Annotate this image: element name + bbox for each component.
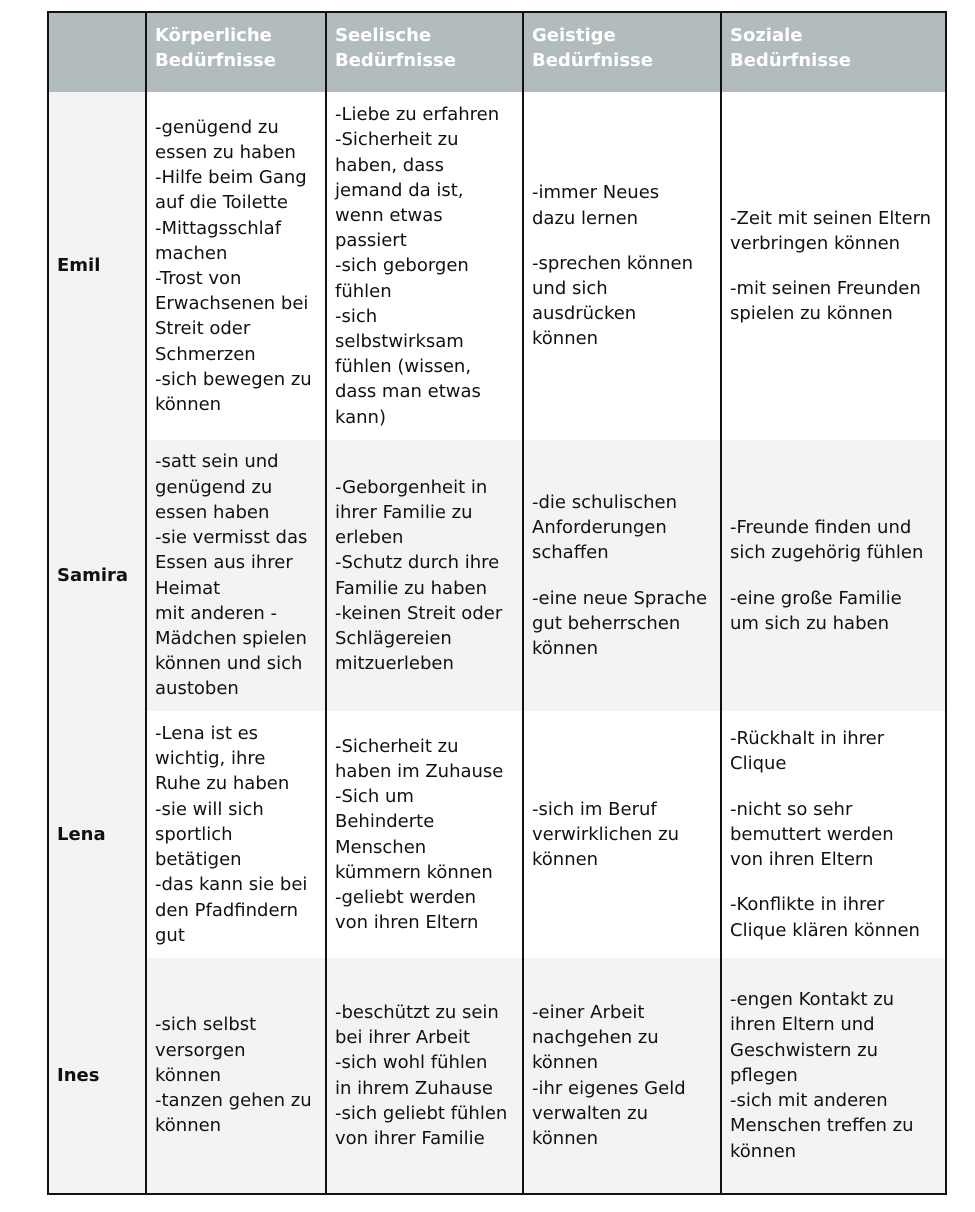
cell-text-line: -geliebt werden: [335, 886, 477, 908]
cell-text-line: -tanzen gehen zu: [155, 1090, 312, 1112]
header-seelische: [326, 12, 523, 92]
cell-text-line: -ihr eigenes Geld: [532, 1077, 686, 1099]
cell-text-line: wenn etwas: [335, 204, 443, 226]
cell-text-line: -sich im Beruf: [532, 798, 657, 820]
cell-text-line: sich zugehörig fühlen: [730, 542, 924, 564]
cell-text-line: -mit seinen Freunden: [730, 278, 921, 299]
cell-text-line: -Geborgenheit in: [335, 476, 488, 498]
cell-text-line: Behinderte: [335, 811, 435, 833]
cell-text-line: Erwachsenen bei: [155, 293, 309, 315]
cell-text-line: können und sich: [155, 653, 303, 675]
person-name: Ines: [48, 958, 146, 1194]
cell-text-line: Bedürfnisse: [335, 50, 456, 71]
cell-text-line: mit anderen -: [155, 602, 277, 624]
geistige-cell: [523, 958, 721, 1194]
cell-text-line: essen haben: [155, 501, 270, 523]
soziale-cell: [721, 958, 946, 1194]
cell-text-line: -einer Arbeit: [532, 1001, 645, 1023]
cell-text-line: Bedürfnisse: [155, 50, 276, 71]
cell-text-line: können: [730, 1140, 797, 1162]
cell-text-line: Essen aus ihrer: [155, 552, 293, 574]
header-geistige: [523, 12, 721, 92]
cell-text-line: -sie will sich: [155, 798, 264, 820]
cell-text-line: können: [532, 1052, 599, 1074]
cell-text-line: genügend zu: [155, 476, 273, 498]
cell-text-line: -Konflikte in ihrer: [730, 894, 885, 916]
cell-text-line: -genügend zu: [155, 116, 279, 138]
cell-text-line: haben, dass: [335, 154, 445, 176]
person-name: Lena: [48, 711, 146, 958]
cell-text-line: Bedürfnisse: [730, 50, 851, 71]
table-row: [48, 958, 946, 1194]
cell-text-line: -Rückhalt in ihrer: [730, 728, 885, 750]
cell-text-line: können: [532, 849, 599, 871]
cell-text-line: gut: [155, 924, 185, 946]
seelische-cell: [326, 440, 523, 711]
cell-text-line: dass man etwas: [335, 381, 481, 403]
cell-text-line: können: [532, 1127, 599, 1149]
cell-text-line: -sprechen können: [532, 252, 693, 274]
cell-text-line: Geistige: [532, 25, 616, 46]
geistige-cell: [523, 711, 721, 958]
koerperliche-cell: [146, 711, 326, 958]
cell-text-line: können: [155, 1115, 222, 1137]
cell-text-line: von ihren Eltern: [730, 849, 874, 871]
seelische-cell: [326, 958, 523, 1194]
cell-text-line: pflegen: [730, 1064, 798, 1086]
table-row: [48, 440, 946, 711]
cell-text-line: versorgen: [155, 1039, 246, 1061]
cell-text-line: -Liebe zu erfahren: [335, 104, 500, 126]
cell-text-line: Körperliche: [155, 25, 272, 46]
cell-text-line: betätigen: [155, 849, 242, 871]
cell-text-line: Anforderungen: [532, 517, 667, 539]
cell-text-line: -Trost von: [155, 268, 242, 289]
cell-text-line: Streit oder: [155, 318, 251, 340]
soziale-cell: [721, 440, 946, 711]
cell-text-line: Menschen: [335, 836, 427, 858]
cell-text-line: nachgehen zu: [532, 1027, 659, 1049]
table-row: [48, 92, 946, 440]
cell-text-line: um sich zu haben: [730, 612, 889, 634]
cell-text-line: Schmerzen: [155, 343, 256, 365]
person-name: Samira: [48, 440, 146, 711]
cell-text-line: -engen Kontakt zu: [730, 989, 895, 1011]
cell-text-line: -sich selbst: [155, 1014, 257, 1036]
cell-text-line: -sich bewegen zu: [155, 368, 312, 390]
cell-text-line: -sich mit anderen: [730, 1090, 888, 1112]
cell-text-line: ausdrücken: [532, 303, 637, 325]
cell-text-line: -die schulischen: [532, 491, 677, 513]
cell-text-line: sportlich: [155, 823, 233, 845]
cell-text-line: von ihren Eltern: [335, 912, 479, 934]
seelische-cell: [326, 711, 523, 958]
paragraph-gap: [730, 872, 937, 892]
cell-text-line: Seelische: [335, 25, 432, 46]
needs-table: [47, 11, 947, 1195]
cell-text-line: fühlen (wissen,: [335, 356, 472, 378]
paragraph-gap: [730, 256, 937, 276]
cell-text-line: machen: [155, 242, 228, 264]
koerperliche-cell: [146, 92, 326, 440]
cell-text-line: können: [532, 637, 599, 659]
cell-text-line: jemand da ist,: [335, 179, 464, 201]
cell-text-line: gut beherrschen: [532, 612, 681, 634]
cell-text-line: mitzuerleben: [335, 653, 454, 675]
table-row: [48, 711, 946, 958]
cell-text-line: Soziale: [730, 25, 803, 46]
cell-text-line: -satt sein und: [155, 451, 279, 473]
paragraph-gap: [730, 777, 937, 797]
cell-text-line: -Freunde finden und: [730, 517, 912, 539]
geistige-cell: [523, 92, 721, 440]
koerperliche-cell: [146, 440, 326, 711]
cell-text-line: Clique: [730, 753, 787, 775]
cell-text-line: Heimat: [155, 577, 221, 599]
paragraph-gap: [532, 231, 712, 251]
header-corner: [48, 12, 146, 92]
cell-text-line: ihrer Familie zu: [335, 501, 473, 523]
cell-text-line: -Sicherheit zu: [335, 129, 459, 151]
koerperliche-cell: [146, 958, 326, 1194]
cell-text-line: -eine neue Sprache: [532, 587, 708, 609]
cell-text-line: bei ihrer Arbeit: [335, 1027, 471, 1049]
cell-text-line: wichtig, ihre: [155, 748, 266, 770]
cell-text-line: -eine große Familie: [730, 587, 902, 609]
cell-text-line: verwirklichen zu: [532, 823, 680, 845]
cell-text-line: haben im Zuhause: [335, 760, 504, 782]
cell-text-line: können: [532, 328, 599, 350]
cell-text-line: -keinen Streit oder: [335, 602, 503, 624]
header-row: [48, 12, 946, 92]
cell-text-line: Geschwistern zu: [730, 1039, 879, 1061]
cell-text-line: Schlägereien: [335, 627, 452, 649]
cell-text-line: in ihrem Zuhause: [335, 1077, 493, 1099]
cell-text-line: -sich geborgen: [335, 255, 469, 277]
cell-text-line: selbstwirksam: [335, 331, 464, 352]
cell-text-line: -Hilfe beim Gang: [155, 167, 307, 189]
cell-text-line: Menschen treffen zu: [730, 1115, 914, 1137]
cell-text-line: kümmern können: [335, 861, 493, 883]
paragraph-gap: [532, 566, 712, 586]
cell-text-line: verwalten zu: [532, 1102, 648, 1124]
cell-text-line: ihren Eltern und: [730, 1014, 875, 1036]
cell-text-line: erleben: [335, 527, 404, 549]
paragraph-gap: [730, 566, 937, 586]
person-name: Emil: [48, 92, 146, 440]
cell-text-line: -Sicherheit zu: [335, 735, 459, 757]
cell-text-line: -sich wohl fühlen: [335, 1052, 488, 1074]
cell-text-line: -beschützt zu sein: [335, 1001, 499, 1023]
cell-text-line: Bedürfnisse: [532, 50, 653, 71]
seelische-cell: [326, 92, 523, 440]
cell-text-line: Ruhe zu haben: [155, 773, 290, 795]
needs-table-container: [47, 11, 945, 1184]
cell-text-line: passiert: [335, 230, 407, 252]
soziale-cell: [721, 92, 946, 440]
cell-text-line: spielen zu können: [730, 303, 893, 325]
header-koerperliche: [146, 12, 326, 92]
cell-text-line: dazu lernen: [532, 207, 639, 229]
cell-text-line: und sich: [532, 278, 608, 299]
cell-text-line: -sie vermisst das: [155, 527, 308, 549]
cell-text-line: von ihrer Familie: [335, 1127, 485, 1149]
cell-text-line: Mädchen spielen: [155, 627, 307, 649]
cell-text-line: -Zeit mit seinen Eltern: [730, 207, 932, 229]
cell-text-line: verbringen können: [730, 232, 901, 254]
cell-text-line: auf die Toilette: [155, 192, 288, 214]
geistige-cell: [523, 440, 721, 711]
cell-text-line: austoben: [155, 678, 239, 700]
cell-text-line: können: [155, 394, 222, 416]
cell-text-line: -das kann sie bei: [155, 874, 308, 896]
soziale-cell: [721, 711, 946, 958]
cell-text-line: bemuttert werden: [730, 823, 894, 845]
cell-text-line: können: [155, 1064, 222, 1086]
cell-text-line: den Pfadfindern: [155, 899, 299, 921]
cell-text-line: -immer Neues: [532, 182, 660, 204]
cell-text-line: fühlen: [335, 280, 392, 302]
cell-text-line: essen zu haben: [155, 141, 296, 163]
cell-text-line: schaffen: [532, 542, 609, 564]
cell-text-line: -Sich um: [335, 786, 414, 808]
cell-text-line: kann): [335, 406, 386, 428]
cell-text-line: -Lena ist es: [155, 723, 259, 745]
cell-text-line: -nicht so sehr: [730, 798, 853, 820]
cell-text-line: -Mittagsschlaf: [155, 217, 282, 239]
cell-text-line: Familie zu haben: [335, 577, 487, 599]
cell-text-line: -sich: [335, 305, 378, 327]
header-soziale: [721, 12, 946, 92]
cell-text-line: -Schutz durch ihre: [335, 552, 500, 574]
cell-text-line: Clique klären können: [730, 919, 920, 941]
cell-text-line: -sich geliebt fühlen: [335, 1102, 508, 1124]
